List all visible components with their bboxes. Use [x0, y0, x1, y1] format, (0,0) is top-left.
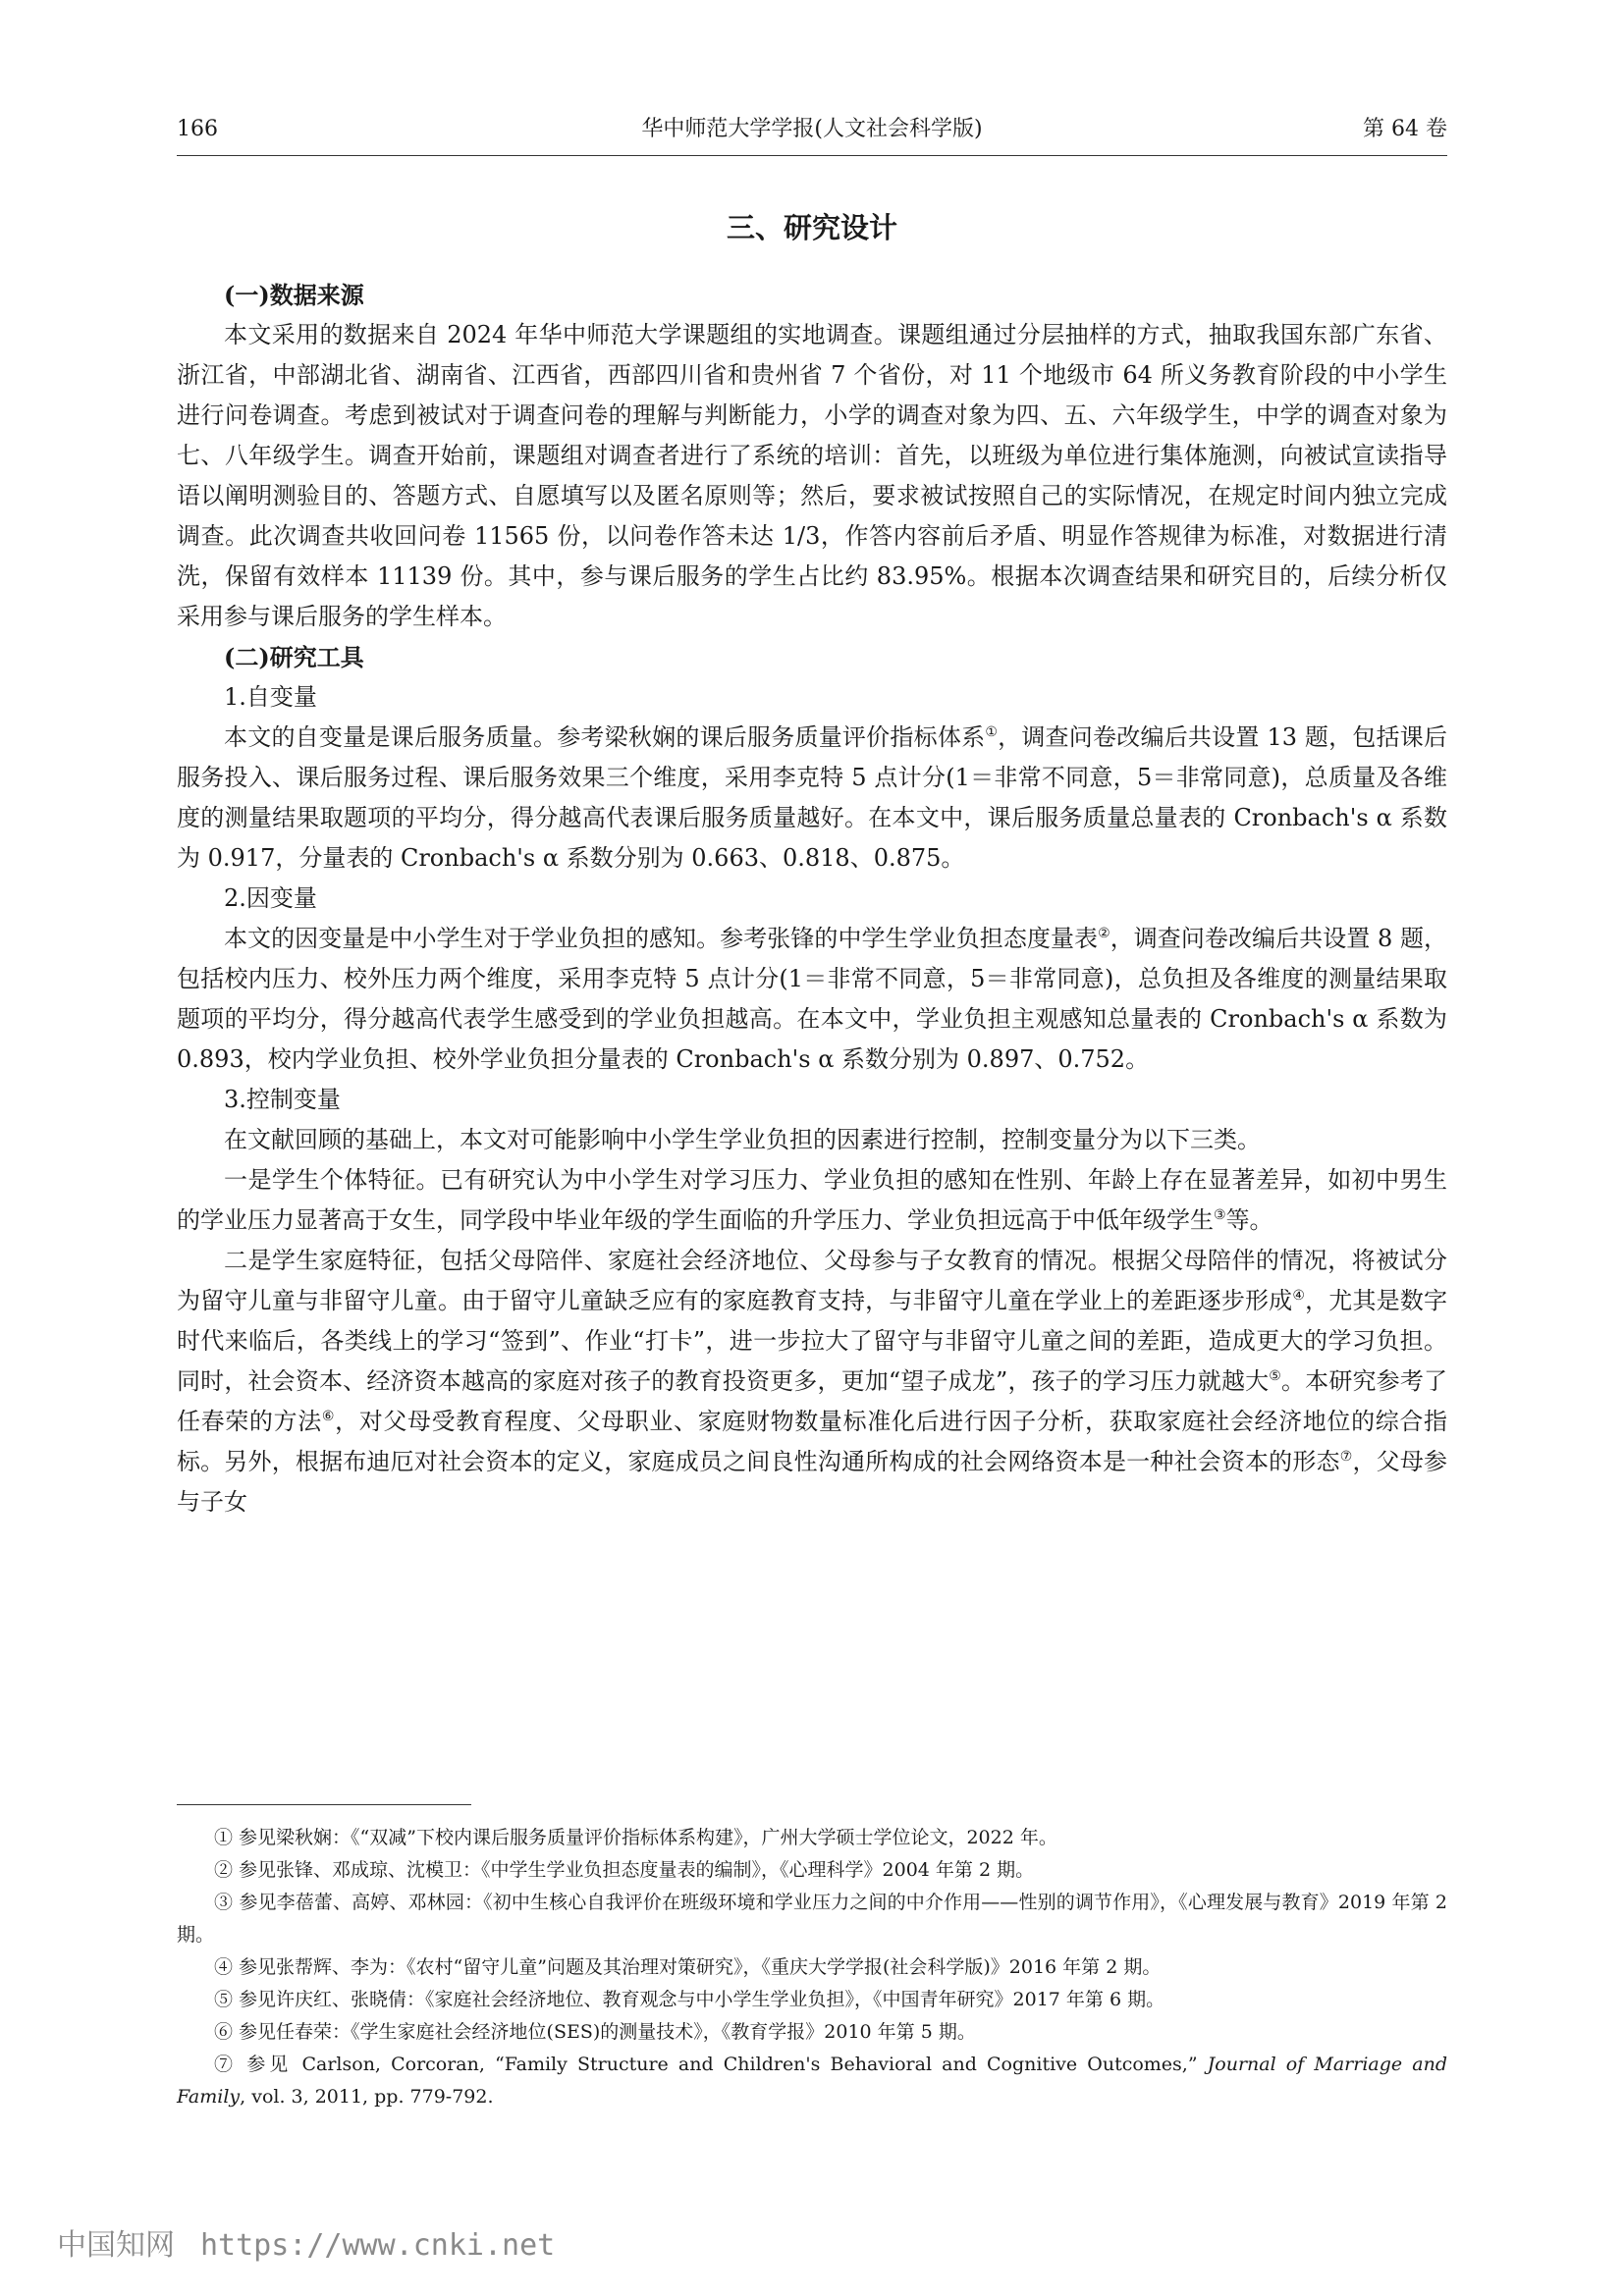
footnote-rule	[177, 1804, 471, 1805]
text-run: ，调查问卷改编后共设置 8 题，包括校内压力、校外压力两个维度，采用李克特 5 点计分(1＝非常不同意，5＝非常同意)，总负担及各维度的测量结果取题项的平均分，得分越高代表学生感受到的学业负担越高。在本文中，学业负担主观感知总量表的 Cronbach's α 系数为 0.893，校内学业负担、校外学业负担分量表的 Cronbach's α 系数分别为 0.897、0.752。	[177, 925, 1447, 1073]
paragraph-dependent-variable	[177, 919, 1447, 1080]
text-run: 本文的因变量是中小学生对于学业负担的感知。参考张锋的中学生学业负担态度量表	[224, 925, 1099, 952]
header-rule	[177, 155, 1447, 156]
cnki-watermark	[57, 2226, 555, 2266]
journal-name: Journal of Marriage and Family	[177, 2054, 1448, 2108]
footnotes	[177, 1822, 1447, 2113]
cnki-url[interactable]: https://www.cnki.net	[200, 2228, 556, 2263]
subsection-heading-data-source: (一)数据来源	[224, 281, 364, 309]
paragraph-control-intro: 在文献回顾的基础上，本文对可能影响中小学生学业负担的因素进行控制，控制变量分为以下三类。	[224, 1126, 1261, 1153]
cnki-brand: 中国知网	[57, 2228, 175, 2263]
footnote-2: ② 参见张锋、邓成琼、沈模卫：《中学生学业负担态度量表的编制》，《心理科学》2004 年第 2 期。	[214, 1859, 1035, 1881]
journal-title: 华中师范大学学报(人文社会科学版)	[641, 117, 983, 141]
text-run: 。本研究参考了任春荣的方法	[177, 1367, 1447, 1435]
footnote-ref-4[interactable]: ④	[1292, 1288, 1306, 1304]
footnote-7	[177, 2049, 1447, 2113]
paragraph-data-source: 本文采用的数据来自 2024 年华中师范大学课题组的实地调查。课题组通过分层抽样的方式，抽取我国东部广东省、浙江省，中部湖北省、湖南省、江西省，西部四川省和贵州省 7 个省份，对 11 个地级市 64 所义务教育阶段的中小学生进行问卷调查。考虑到被试对于调查问卷的理解与判断能力，小学的调查对象为四、五、六年级学生，中学的调查对象为七、八年级学生。调查开始前，课题组对调查者进行了系统的培训：首先，以班级为单位进行集体施测，向被试宣读指导语以阐明测验目的、答题方式、自愿填写以及匿名原则等；然后，要求被试按照自己的实际情况，在规定时间内独立完成调查。此次调查共收回问卷 11565 份，以问卷作答未达 1/3，作答内容前后矛盾、明显作答规律为标准，对数据进行清洗，保留有效样本 11139 份。其中，参与课后服务的学生占比约 83.95%。根据本次调查结果和研究目的，后续分析仅采用参与课后服务的学生样本。	[177, 321, 1447, 630]
subsection-heading-research-tools: (二)研究工具	[224, 643, 364, 671]
heading-control-variable: 3.控制变量	[224, 1086, 341, 1113]
footnote-ref-7[interactable]: ⑦	[1339, 1449, 1353, 1465]
footnote-6: ⑥ 参见任春荣：《学生家庭社会经济地位(SES)的测量技术》，《教育学报》2010 年第 5 期。	[214, 2021, 976, 2043]
footnote-ref-1[interactable]: ①	[985, 724, 999, 740]
footnote-ref-5[interactable]: ⑤	[1269, 1368, 1281, 1384]
running-header	[177, 110, 1447, 149]
text-run: 本文的自变量是课后服务质量。参考梁秋娴的课后服务质量评价指标体系	[224, 723, 986, 751]
section-title: 三、研究设计	[726, 211, 897, 244]
text-run: ⑦ 参见 Carlson, Corcoran, “Family Structure and Children's Behavioral and Cognitive Outcomes,”	[214, 2054, 1208, 2075]
footnote-1: ① 参见梁秋娴：《“双减”下校内课后服务质量评价指标体系构建》，广州大学硕士学位论文，2022 年。	[214, 1827, 1057, 1848]
text-run: 等。	[1225, 1206, 1273, 1234]
footnote-3: ③ 参见李蓓蕾、高婷、邓林园：《初中生核心自我评价在班级环境和学业压力之间的中介作用——性别的调节作用》，《心理发展与教育》2019 年第 2 期。	[177, 1892, 1447, 1946]
paragraph-independent-variable	[177, 718, 1447, 879]
text-run: 二是学生家庭特征，包括父母陪伴、家庭社会经济地位、父母参与子女教育的情况。根据父母陪伴的情况，将被试分为留守儿童与非留守儿童。由于留守儿童缺乏应有的家庭教育支持，与非留守儿童在学业上的差距逐步形成	[177, 1247, 1447, 1314]
footnote-ref-2[interactable]: ②	[1098, 926, 1110, 941]
footnote-ref-3[interactable]: ③	[1214, 1207, 1226, 1223]
text-run: , vol. 3, 2011, pp. 779-792.	[240, 2086, 494, 2108]
footnote-4: ④ 参见张帮辉、李为：《农村“留守儿童”问题及其治理对策研究》，《重庆大学学报(社会科学版)》2016 年第 2 期。	[214, 1956, 1162, 1978]
heading-dependent-variable: 2.因变量	[224, 884, 317, 912]
body-text	[177, 275, 1447, 1522]
volume-label: 第 64 卷	[1363, 117, 1447, 141]
text-run: 一是学生个体特征。已有研究认为中小学生对学习压力、学业负担的感知在性别、年龄上存在显著差异，如初中男生的学业压力显著高于女生，同学段中毕业年级的学生面临的升学压力、学业负担远高于中低年级学生	[177, 1166, 1447, 1234]
text-run: ，尤其是数字时代来临后，各类线上的学习“签到”、作业“打卡”，进一步拉大了留守与非留守儿童之间的差距，造成更大的学习负担。同时，社会资本、经济资本越高的家庭对孩子的教育投资更多，更加“望子成龙”，孩子的学习压力就越大	[177, 1287, 1447, 1395]
paragraph-family-characteristics	[177, 1241, 1447, 1522]
text-run: ，父母参与子女	[177, 1448, 1448, 1516]
paragraph-individual-characteristics	[177, 1160, 1447, 1241]
footnote-5: ⑤ 参见许庆红、张晓倩：《家庭社会经济地位、教育观念与中小学生学业负担》，《中国青年研究》2017 年第 6 期。	[214, 1989, 1165, 2010]
heading-independent-variable: 1.自变量	[224, 683, 317, 711]
text-run: ，对父母受教育程度、父母职业、家庭财物数量标准化后进行因子分析，获取家庭社会经济地位的综合指标。另外，根据布迪厄对社会资本的定义，家庭成员之间良性沟通所构成的社会网络资本是一种社会资本的形态	[177, 1408, 1447, 1475]
page-number: 166	[177, 117, 218, 141]
text-run: ，调查问卷改编后共设置 13 题，包括课后服务投入、课后服务过程、课后服务效果三个维度，采用李克特 5 点计分(1＝非常不同意，5＝非常同意)，总质量及各维度的测量结果取题项的平均分，得分越高代表课后服务质量越好。在本文中，课后服务质量总量表的 Cronbach's α 系数为 0.917，分量表的 Cronbach's α 系数分别为 0.663、0.818、0.875。	[177, 723, 1447, 872]
footnote-ref-6[interactable]: ⑥	[321, 1409, 336, 1424]
